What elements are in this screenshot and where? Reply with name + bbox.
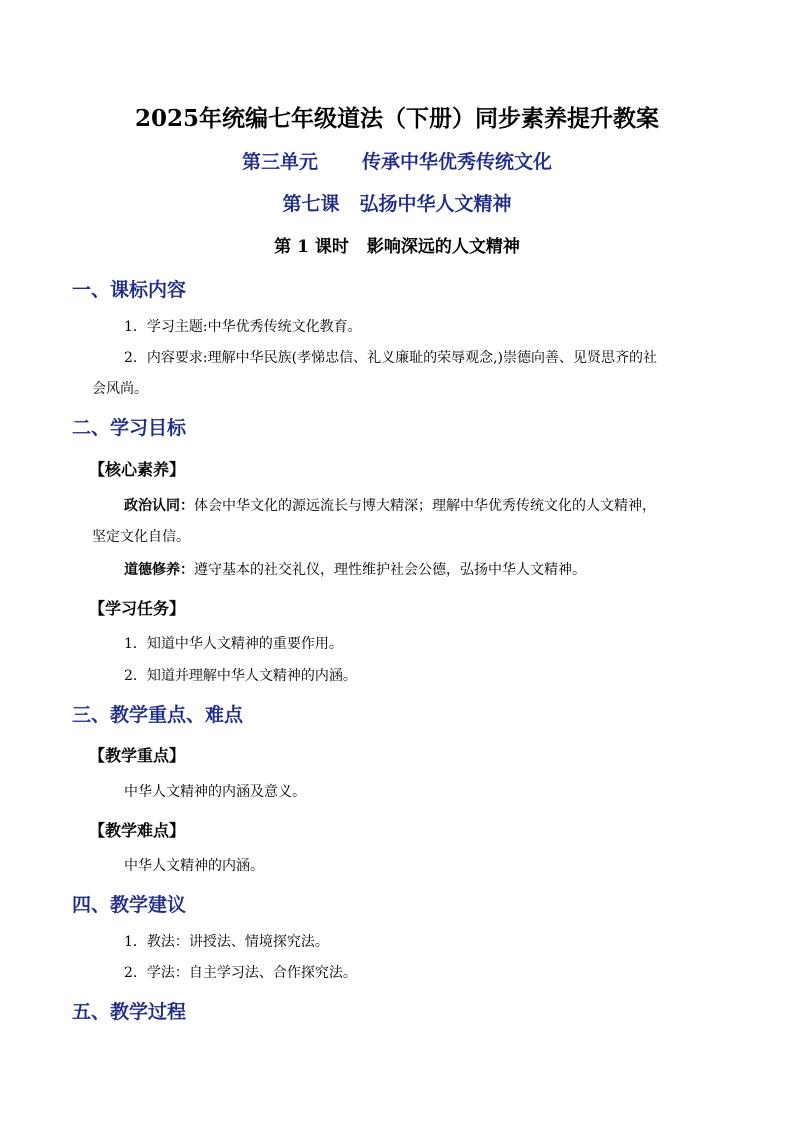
politics-line-1 (124, 495, 656, 515)
subheading-core-literacy: 【核心素养】 (89, 460, 186, 479)
subheading-learning-tasks: 【学习任务】 (89, 599, 186, 618)
period-heading (0, 232, 794, 257)
curriculum-item-2-line2: 会风尚。 (92, 381, 148, 397)
period-label: 第 1 课时 (274, 237, 349, 257)
section-heading-process: 五、教学过程 (72, 1001, 187, 1023)
unit-label: 第三单元 (241, 151, 318, 173)
politics-label: 政治认同： (124, 498, 194, 514)
unit-heading (0, 147, 794, 174)
subheading-key-point: 【教学重点】 (89, 746, 186, 765)
unit-name: 传承中华优秀传统文化 (362, 151, 553, 173)
moral-text: 遵守基本的社交礼仪，理性维护社会公德，弘扬中华人文精神。 (194, 562, 586, 578)
lesson-heading (0, 189, 794, 216)
section-heading-curriculum: 一、课标内容 (72, 279, 187, 301)
curriculum-item-2-line1: 2．内容要求:理解中华民族(孝悌忠信、礼义廉耻的荣辱观念,)崇德向善、见贤思齐的社 (124, 350, 657, 366)
curriculum-item-1: 1．学习主题:中华优秀传统文化教育。 (124, 319, 362, 335)
document-title: 2025年统编七年级道法（下册）同步素养提升教案 (134, 105, 659, 132)
lesson-name: 弘扬中华人文精神 (359, 193, 512, 215)
suggestion-item-2: 2．学法：自主学习法、合作探究法。 (124, 965, 357, 981)
section-heading-objectives: 二、学习目标 (72, 417, 187, 439)
difficult-point-text: 中华人文精神的内涵。 (124, 858, 264, 874)
section-heading-suggestions: 四、教学建议 (72, 894, 187, 916)
subheading-difficult-point: 【教学难点】 (89, 821, 186, 840)
moral-label: 道德修养： (124, 562, 194, 578)
period-name: 影响深远的人文精神 (366, 237, 520, 257)
politics-text: 体会中华文化的源远流长与博大精深；理解中华优秀传统文化的人文精神， (194, 498, 656, 514)
key-point-text: 中华人文精神的内涵及意义。 (124, 784, 306, 800)
politics-line-2: 坚定文化自信。 (92, 529, 190, 545)
section-heading-key-points: 三、教学重点、难点 (72, 704, 244, 726)
suggestion-item-1: 1．教法：讲授法、情境探究法。 (124, 934, 329, 950)
task-item-2: 2．知道并理解中华人文精神的内涵。 (124, 668, 357, 684)
moral-line (124, 559, 586, 579)
task-item-1: 1．知道中华人文精神的重要作用。 (124, 636, 343, 652)
lesson-label: 第七课 (282, 193, 340, 215)
